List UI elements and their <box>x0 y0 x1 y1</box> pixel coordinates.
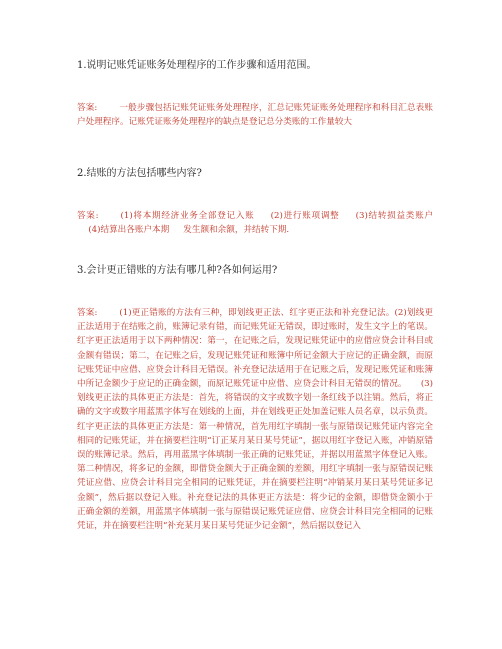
answer-label: 答案: <box>77 103 98 113</box>
answer-1-text: 一般步骤包括记账凭证账务处理程序，汇总记账凭证账务处理程序和科目汇总表账户处理程序。记账凭证账务处理程序的缺点是登记总分类账的工作量较大 <box>77 103 433 128</box>
question-1: 1.说明记账凭证账务处理程序的工作步骤和适用范围。 <box>77 60 317 71</box>
question-2: 2.结账的方法包括哪些内容? <box>77 168 202 179</box>
question-3: 3.会计更正错账的方法有哪几种?各如何运用? <box>77 265 278 276</box>
answer-3 <box>77 306 433 606</box>
answer-1 <box>77 101 433 129</box>
answer-label: 答案: <box>77 308 98 318</box>
answer-3-text: (1)更正错账的方法有三种，即划线更正法、红字更正法和补充登记法。(2)划线更正法适用于在结账之前，账簿记录有错，而记账凭证无错误，即过账时，发生文字上的笔误。红字更正法适用于以下两种情况：第一，在记账之后，发现记账凭证中的应借应贷会计科目或金额有错误；第二，在记账之后，发现记账凭证和账簿中所记金额大于应记的正确金额，而原记账凭证中应借、应贷会计科目无错误。补充登记法适用于在记账之后，发现记账凭证和账簿中所记金额少于应记的正确金额，而原记账凭证中应借、应贷会计科目无错误的情况。 (3)划线更正法的具体更正方法是：首先，将错误的文字或数字划一条红线予以注销。然后，将正确的文字或数字用蓝黑字体写在划线的上面，并在划线更正处加盖记账人员名章，以示负责。红字更正法的具体更正方法是：第一种情况，首先用红字填制一张与原错误记账凭证内容完全相同的记账凭证，并在摘要栏注明“订正某月某日某号凭证”，据以用红字登记入账，冲销原错误的账簿记录。然后，再用蓝黑字体填制一张正确的记账凭证，并据以用蓝黑字体登记入账。第二种情况，将多记的金额，即借贷金额大于正确金额的差额，用红字填制一张与原错误记账凭证应借、应贷会计科目完全相同的记账凭证，并在摘要栏注明“冲销某月某日某号凭证多记金额”，然后据以登记入账。补充登记法的具体更正方法是：将少记的金额，即借贷金额小于正确金额的差额，用蓝黑字体填制一张与原错误记账凭证应借、应贷会计科目完全相同的记账凭证，并在摘要栏注明“补充某月某日某号凭证少记金额”，然后据以登记入 <box>77 308 433 532</box>
answer-2-text: (1)将本期经济业务全部登记入账 (2)进行账项调整 (3)结转损益类账户 (4)结算出各账户本期 发生额和余额，并结转下期. <box>77 211 433 236</box>
answer-2 <box>77 209 433 237</box>
answer-label: 答案: <box>77 211 99 221</box>
